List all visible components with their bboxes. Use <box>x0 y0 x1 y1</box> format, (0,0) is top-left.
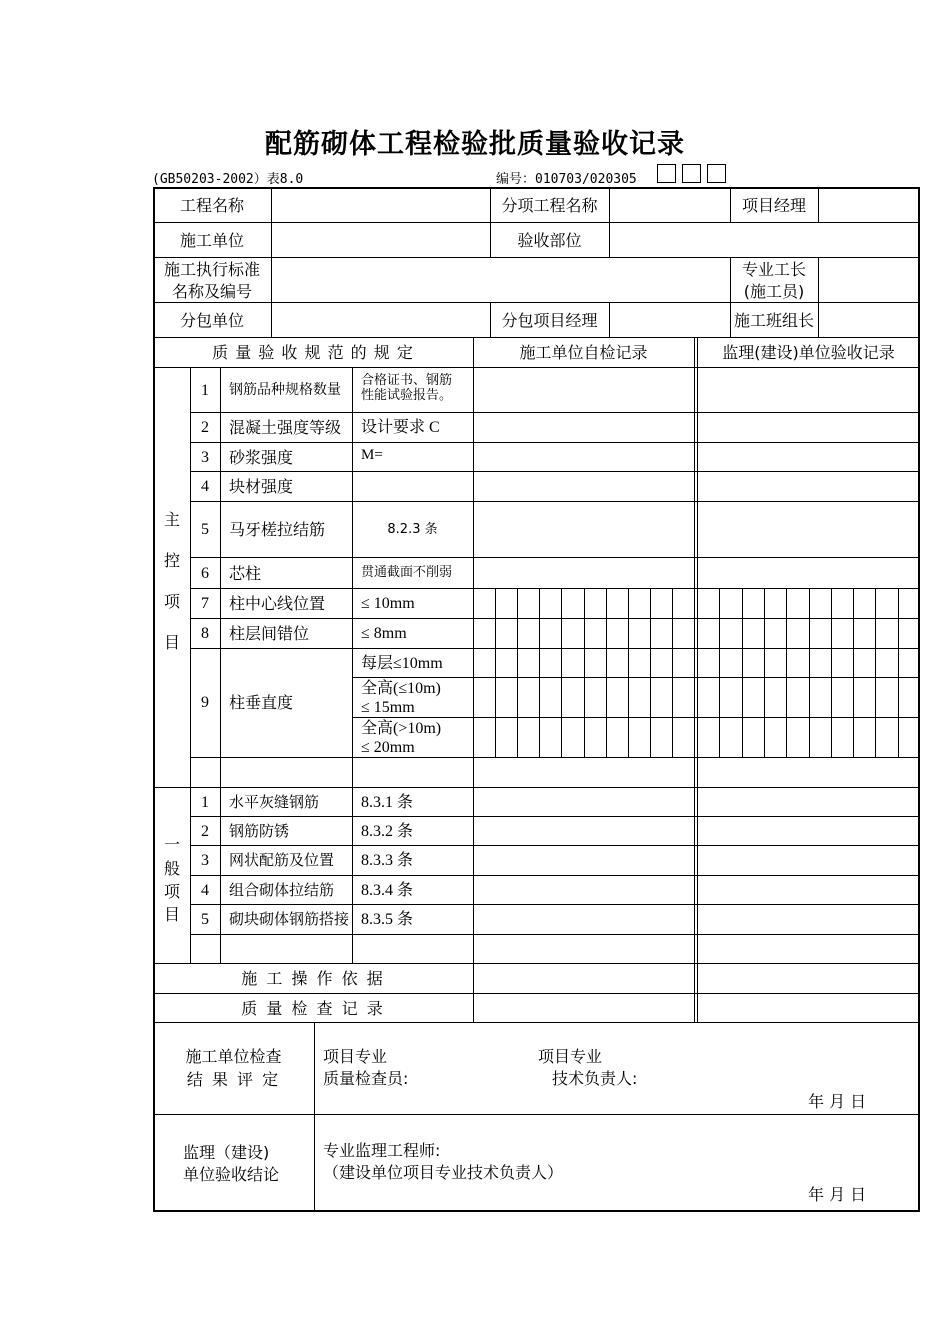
general-item-req: 8.3.1 条 <box>361 794 414 811</box>
main-item-name: 钢筋品种规格数量 <box>229 382 341 398</box>
standard-label-1: 施工执行标准 <box>163 260 260 279</box>
number-box-3[interactable] <box>707 164 726 183</box>
main-item-name: 混凝土强度等级 <box>229 418 342 437</box>
main-item-no: 2 <box>201 419 209 436</box>
spec-column-header: 质 量 验 收 规 范 的 规 定 <box>212 343 414 362</box>
standard-label-2: 名称及编号 <box>171 282 252 301</box>
main-item-req: 合格证书、钢筋 <box>361 373 453 388</box>
supervisor-column-header: 监理(建设)单位验收记录 <box>722 343 895 362</box>
main-item-req-2: 性能试验报告。 <box>361 388 453 403</box>
construction-unit-label: 施工单位 <box>179 231 244 250</box>
main-item-req: M= <box>361 447 383 463</box>
number-box-2[interactable] <box>682 164 701 183</box>
general-item-name: 网状配筋及位置 <box>229 851 335 869</box>
number-box-1[interactable] <box>657 164 676 183</box>
subcontract-manager-label: 分包项目经理 <box>501 311 598 330</box>
date-label-1: 年 月 日 <box>808 1092 867 1111</box>
general-item-req: 8.3.2 条 <box>361 823 414 840</box>
operation-basis-label: 施 工 操 作 依 据 <box>241 969 385 988</box>
general-item-no: 1 <box>201 794 209 811</box>
tech-lead-label: 技术负责人: <box>552 1069 638 1088</box>
general-item-no: 4 <box>201 882 209 899</box>
general-item-req: 8.3.4 条 <box>361 882 414 899</box>
foreman-label-1: 专业工长 <box>741 260 806 279</box>
general-group-label-1: 一 <box>163 835 180 854</box>
main-item-name: 芯柱 <box>229 564 262 583</box>
main-item-req: 全高(≤10m) <box>361 680 441 697</box>
main-item-name: 柱垂直度 <box>229 693 294 712</box>
main-item-no: 1 <box>201 382 209 399</box>
acceptance-part-label: 验收部位 <box>517 231 582 250</box>
main-item-no: 8 <box>201 625 209 642</box>
supervisor-label-2: 单位验收结论 <box>183 1165 280 1184</box>
record-number: 编号：010703/020305 <box>496 172 637 187</box>
supervising-engineer-label: 专业监理工程师: <box>323 1141 441 1160</box>
quality-record-label: 质 量 检 查 记 录 <box>241 999 385 1018</box>
main-item-name: 柱中心线位置 <box>229 594 326 613</box>
general-group-label-2: 般 <box>163 859 180 878</box>
project-name-label: 工程名称 <box>179 196 244 215</box>
main-item-no: 5 <box>201 521 209 538</box>
main-item-name: 马牙槎拉结筋 <box>229 520 326 539</box>
general-group-label-3: 项 <box>163 882 180 901</box>
subcontract-unit-label: 分包单位 <box>179 311 244 330</box>
owner-tech-lead-note: （建设单位项目专业技术负责人） <box>323 1163 564 1182</box>
main-item-req: 全高(>10m) <box>361 720 442 737</box>
supervisor-label-1: 监理（建设) <box>183 1143 270 1162</box>
main-item-req: ≤ 10mm <box>361 595 415 612</box>
main-item-req: ≤ 15mm <box>361 699 415 716</box>
general-item-no: 5 <box>201 911 209 928</box>
unit-check-label-1: 施工单位检查 <box>185 1047 282 1066</box>
main-item-req: 设计要求 C <box>361 419 440 436</box>
general-item-name: 砌块砌体钢筋搭接 <box>229 910 350 928</box>
main-item-name: 砂浆强度 <box>229 448 294 467</box>
main-group-label-2: 控 <box>163 551 180 570</box>
main-item-name: 柱层间错位 <box>229 624 310 643</box>
sub-project-name-label: 分项工程名称 <box>501 196 598 215</box>
main-item-req: ≤ 20mm <box>361 739 415 756</box>
general-item-req: 8.3.5 条 <box>361 911 414 928</box>
general-item-no: 3 <box>201 852 209 869</box>
project-pro-label-2: 项目专业 <box>538 1047 603 1066</box>
page-title: 配筋砌体工程检验批质量验收记录 <box>265 129 685 160</box>
project-pro-label: 项目专业 <box>323 1047 388 1066</box>
general-item-name: 钢筋防锈 <box>229 822 290 840</box>
main-group-label-4: 目 <box>163 633 180 652</box>
general-group-label-4: 目 <box>163 905 180 924</box>
general-item-no: 2 <box>201 823 209 840</box>
main-item-req: ≤ 8mm <box>361 625 407 642</box>
general-item-req: 8.3.3 条 <box>361 852 414 869</box>
main-item-req: 每层≤10mm <box>361 655 443 672</box>
main-item-req: 贯通截面不削弱 <box>361 565 453 580</box>
general-item-name: 组合砌体拉结筋 <box>229 881 335 899</box>
date-label-2: 年 月 日 <box>808 1185 867 1204</box>
main-item-no: 7 <box>201 595 209 612</box>
self-check-column-header: 施工单位自检记录 <box>519 343 648 362</box>
main-group-label-1: 主 <box>163 510 180 529</box>
main-item-req: 8.2.3 条 <box>387 522 438 537</box>
standard-code: (GB50203-2002）表8.0 <box>152 172 304 187</box>
unit-check-label-2: 结 果 评 定 <box>186 1070 281 1089</box>
main-group-label-3: 项 <box>163 592 180 611</box>
main-item-no: 9 <box>201 694 209 711</box>
project-manager-label: 项目经理 <box>741 196 806 215</box>
main-item-no: 3 <box>201 449 209 466</box>
quality-inspector-label: 质量检查员: <box>323 1069 409 1088</box>
main-item-name: 块材强度 <box>229 477 294 496</box>
main-item-no: 4 <box>201 478 209 495</box>
foreman-label-2: (施工员) <box>743 282 805 301</box>
general-item-name: 水平灰缝钢筋 <box>229 793 320 811</box>
team-leader-label: 施工班组长 <box>733 311 814 330</box>
main-item-no: 6 <box>201 565 209 582</box>
